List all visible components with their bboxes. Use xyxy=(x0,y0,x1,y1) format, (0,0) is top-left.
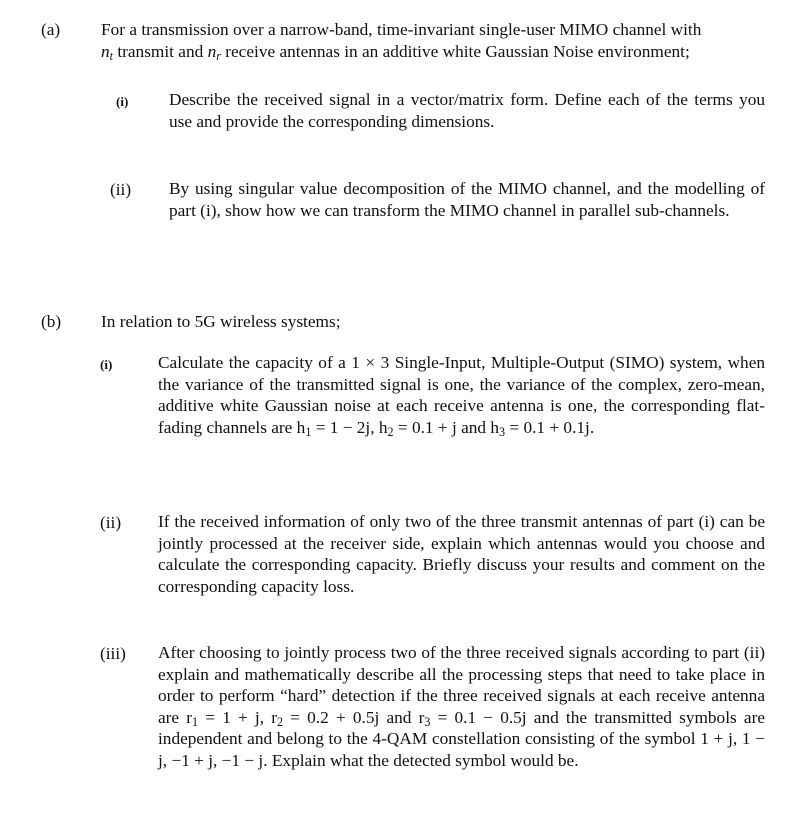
part-b-i-label: (i) xyxy=(100,357,113,372)
part-b-iii-text: After choosing to jointly process two of the three received signals according to part (ii) explain and mathematically describe all the processing steps that need to take place in order to perform “hard” detection if the three received signals at each receive antenna are $r_1 = 1 + j$, $r_2 = 0.2 + 0.5j$ and $r_3 = 0.1 - 0.5j$ and the transmitted symbols are independent and belong to the 4-QAM constellation consisting of the symbol 1 + j, 1 − j, −1 + j, −1 − j. Explain what the detected symbol would be. xyxy=(158,643,766,770)
part-a-intro-line1: For a transmission over a narrow-band, time-invariant single-user MIMO channel with xyxy=(101,20,702,39)
part-b-ii-text: If the received information of only two of the three transmit antennas of part (i) can be jointly processed at the receiver side, explain which antennas would you choose and calculate the corresponding capacity. Briefly discuss your results and comment on the corresponding capacity loss. xyxy=(158,512,765,596)
part-a-ii-label: (ii) xyxy=(110,180,132,199)
var-nr: $n_r$ xyxy=(207,41,221,63)
part-b-intro: In relation to 5G wireless systems; xyxy=(101,312,341,331)
part-a-intro-mid: transmit and xyxy=(113,41,208,61)
part-a-label: (a) xyxy=(41,20,61,39)
part-a-intro xyxy=(101,19,771,62)
part-b-ii-label: (ii) xyxy=(100,513,122,532)
part-a-i-label: (i) xyxy=(116,94,129,109)
part-a-ii-text: By using singular value decomposition of the MIMO channel, and the modelling of part (i), show how we can transform the MIMO channel in parallel sub-channels. xyxy=(169,179,765,220)
part-a-intro-end: receive antennas in an additive white Gaussian Noise environment; xyxy=(220,41,690,61)
part-b-iii-label: (iii) xyxy=(100,644,126,663)
var-nt: $n_t$ xyxy=(101,41,114,63)
part-b-label: (b) xyxy=(41,312,62,331)
part-b-i-text: Calculate the capacity of a 1 × 3 Single-Input, Multiple-Output (SIMO) system, when the variance of the transmitted signal is one, the variance of the complex, zero-mean, additive white Gaussian noise at each receive antenna is one, the corresponding flat-fading channels are $h_1 = 1 - 2j$, $h_2 = 0.1 + j$ and $h_3 = 0.1 + 0.1j$. xyxy=(158,353,765,439)
part-a-i-text: Describe the received signal in a vector/matrix form. Define each of the terms you use and provide the corresponding dimensions. xyxy=(169,90,765,131)
